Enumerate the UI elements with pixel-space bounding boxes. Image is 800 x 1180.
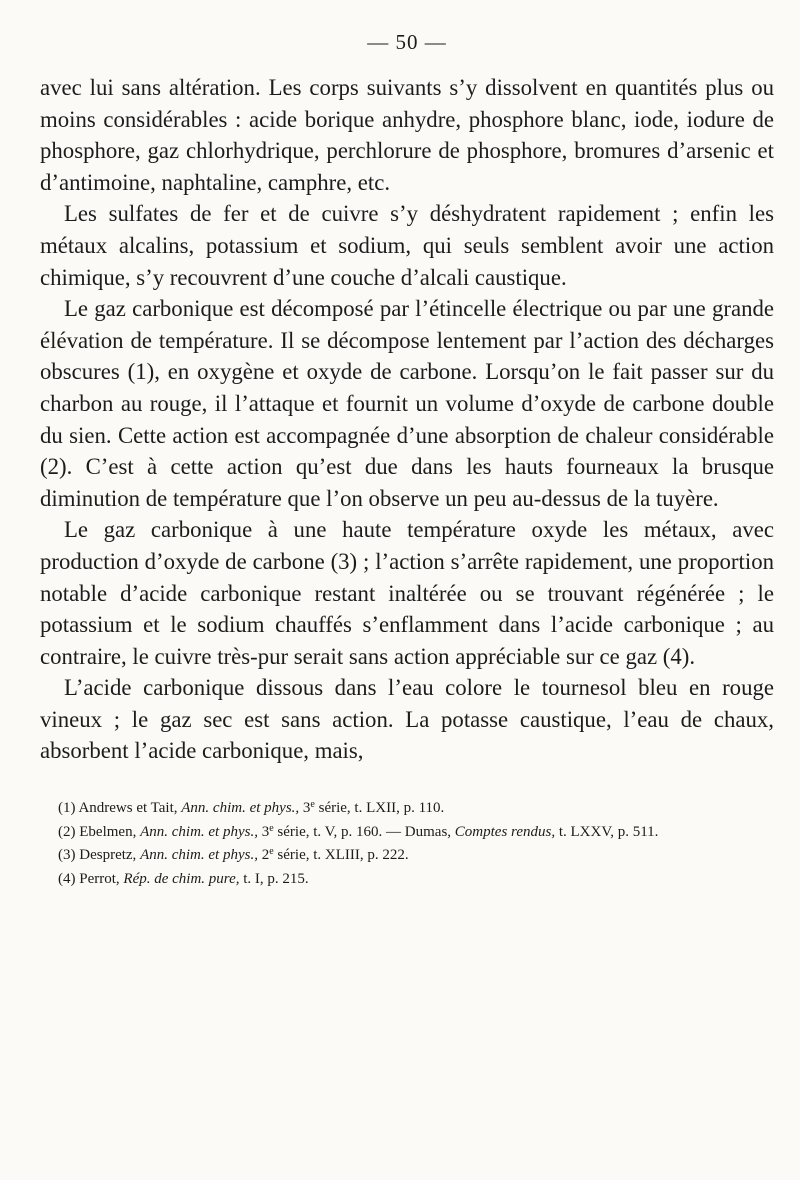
- footnote-author: Perrot,: [79, 870, 120, 887]
- footnote-number: (3): [58, 847, 76, 864]
- footnote-reference: t. LXXV, p. 511.: [558, 823, 659, 840]
- footnote: [40, 868, 774, 892]
- footnote-series: 3: [261, 823, 270, 840]
- body-text: [40, 72, 774, 767]
- footnote-series-suffix: e: [269, 846, 274, 858]
- footnote-reference: t. I, p. 215.: [243, 870, 309, 887]
- footnotes: [40, 797, 774, 891]
- footnote-journal: Ann. chim. et phys.,: [181, 800, 300, 817]
- footnote-reference: série, t. LXII, p. 110.: [318, 800, 445, 817]
- footnote-series-suffix: e: [310, 799, 315, 811]
- footnote-author: Andrews et Tait,: [78, 800, 178, 817]
- paragraph: avec lui sans altération. Les corps suivants s’y dissolvent en quantités plus ou moins considérables : acide borique anhydre, phosphore blanc, iode, iodure de phosphore, gaz chlorhydrique, perchlorure de phosphore, bromures d’arsenic et d’antimoine, naphtaline, camphre, etc.: [40, 75, 774, 195]
- footnote-number: (2): [58, 823, 76, 840]
- footnote-journal: Ann. chim. et phys.,: [140, 847, 258, 864]
- footnote-series-suffix: e: [269, 822, 274, 834]
- footnote: [40, 821, 774, 845]
- footnote-number: (1): [58, 800, 76, 817]
- footnote-author: Ebelmen,: [79, 823, 137, 840]
- footnote-journal: Comptes rendus,: [454, 823, 556, 840]
- footnote-reference: série, t. XLIII, p. 222.: [277, 847, 409, 864]
- footnote: [40, 844, 774, 868]
- footnote-author: Despretz,: [79, 847, 137, 864]
- paragraph: Les sulfates de fer et de cuivre s’y déshydratent rapidement ; enfin les métaux alcalins, potassium et sodium, qui seuls semblent avoir une action chimique, s’y recouvrent d’une couche d’alcali caustique.: [40, 201, 774, 290]
- footnote-journal: Ann. chim. et phys.,: [140, 823, 258, 840]
- paragraph: L’acide carbonique dissous dans l’eau colore le tournesol bleu en rouge vineux ; le gaz sec est sans action. La potasse caustique, l’eau de chaux, absorbent l’acide carbonique, mais,: [40, 675, 774, 764]
- footnote: [40, 797, 774, 821]
- footnote-journal: Rép. de chim. pure,: [123, 870, 240, 887]
- paragraph: Le gaz carbonique à une haute température oxyde les métaux, avec production d’oxyde de carbone (3) ; l’action s’arrête rapidement, une proportion notable d’acide carbonique restant inaltérée ou se trouvant régénérée ; le potassium et le sodium chauffés s’enflamment dans l’acide carbonique ; au contraire, le cuivre très-pur serait sans action appréciable sur ce gaz (4).: [40, 517, 774, 669]
- footnote-series: 3: [302, 800, 311, 817]
- footnote-number: (4): [58, 870, 76, 887]
- footnote-author: Dumas,: [404, 823, 452, 840]
- page-number: — 50 —: [367, 30, 447, 54]
- footnote-reference: série, t. V, p. 160. —: [277, 823, 402, 840]
- footnote-series: 2: [261, 847, 270, 864]
- paragraph: Le gaz carbonique est décomposé par l’étincelle électrique ou par une grande élévation de température. Il se décompose lentement par l’action des décharges obscures (1), en oxygène et oxyde de carbone. Lorsqu’on le fait passer sur du charbon au rouge, il l’attaque et fournit un volume d’oxyde de carbone double du sien. Cette action est accompagnée d’une absorption de chaleur considérable (2). C’est à cette action qu’est due dans les hauts fourneaux la brusque diminution de température que l’on observe un peu au-dessus de la tuyère.: [40, 296, 774, 511]
